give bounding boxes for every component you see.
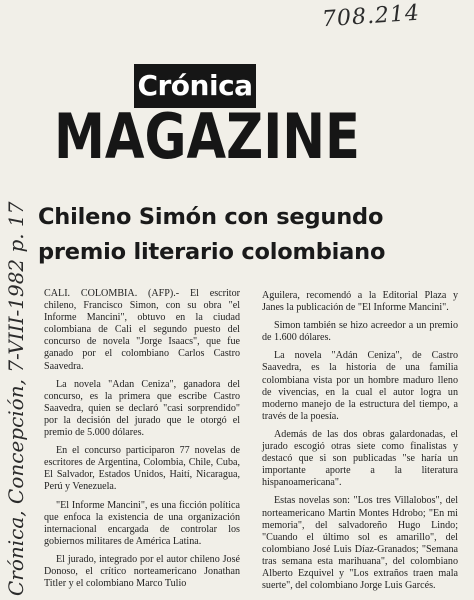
handwritten-margin-note: Crónica, Concepción, 7-VIII-1982 p. 17 <box>4 201 28 596</box>
article-headline <box>38 200 428 270</box>
paragraph: La novela "Adan Ceniza", ganadora del concurso, es la primera que escribe Castro Saavedra, quien se declaró "casi sorprendido" por la decisión del jurado que le otorgó el premio de 5.000 dólares. <box>44 378 240 439</box>
paragraph: Estas novelas son: "Los tres Villalobos", del norteamericano Martin Montes Hdrobo; "En mi memoria", del salvadoreño Hugo Lindo; "Cuando el último sol es amarillo", del colombiano José Luis Díaz-Granados; "Semana tras semana esta marihuana", del colombiano Alberto Ezquivel y "Los extraños traen mala suerte", del colombiano Jorge Luis Garcés. <box>262 495 458 592</box>
paragraph: Simon también se hizo acreedor a un premio de 1.600 dólares. <box>262 320 458 344</box>
magazine-wordmark: MAGAZINE <box>54 100 360 173</box>
handwritten-catalog-number: 708.214 <box>321 0 421 33</box>
article-column-left <box>44 288 240 596</box>
paragraph: Además de las dos obras galardonadas, el jurado escogió otras siete como finalistas y destacó que si son publicadas "se haría un importante aporte a la literatura hispanoamericana". <box>262 428 458 489</box>
paragraph: En el concurso participaron 77 novelas de escritores de Argentina, Colombia, Chile, Cuba, El Salvador, Estados Unidos, Haití, Nicaragua, Perú y Venezuela. <box>44 445 240 493</box>
section-logo-cronica: Crónica <box>134 64 256 108</box>
headline-line-2: premio literario colombiano <box>38 239 386 265</box>
paragraph: CALI. COLOMBIA. (AFP).- El escritor chileno, Francisco Simon, con su obra "el Informe Mancini", obtuvo en la ciudad colombiana de Cali el segundo puesto del concurso de novela "Jorge Isaacs", que fue ganado por el colombiano Carlos Castro Saavedra. <box>44 288 240 372</box>
headline-line-1: Chileno Simón con segundo <box>38 204 384 230</box>
paragraph: La novela "Adán Ceniza", de Castro Saavedra, es la historia de una familia colombiana vista por un hombre maduro lleno de vivencias, en la cual el autor logra un moderno manejo de la estructura del tiempo, a través de la poesía. <box>262 350 458 422</box>
paragraph: "El Informe Mancini", es una ficción política que enfoca la existencia de una organización internacional encargada de controlar los gobiernos militares de América Latina. <box>44 499 240 547</box>
paragraph: El jurado, integrado por el autor chileno José Donoso, el crítico norteamericano Jonathan Titler y el colombiano Marco Tulio <box>44 553 240 590</box>
section-logo-magazine <box>54 100 364 173</box>
article-column-right <box>262 290 458 598</box>
paragraph: Aguilera, recomendó a la Editorial Plaza y Janes la publicación de "El Informe Mancini". <box>262 290 458 314</box>
